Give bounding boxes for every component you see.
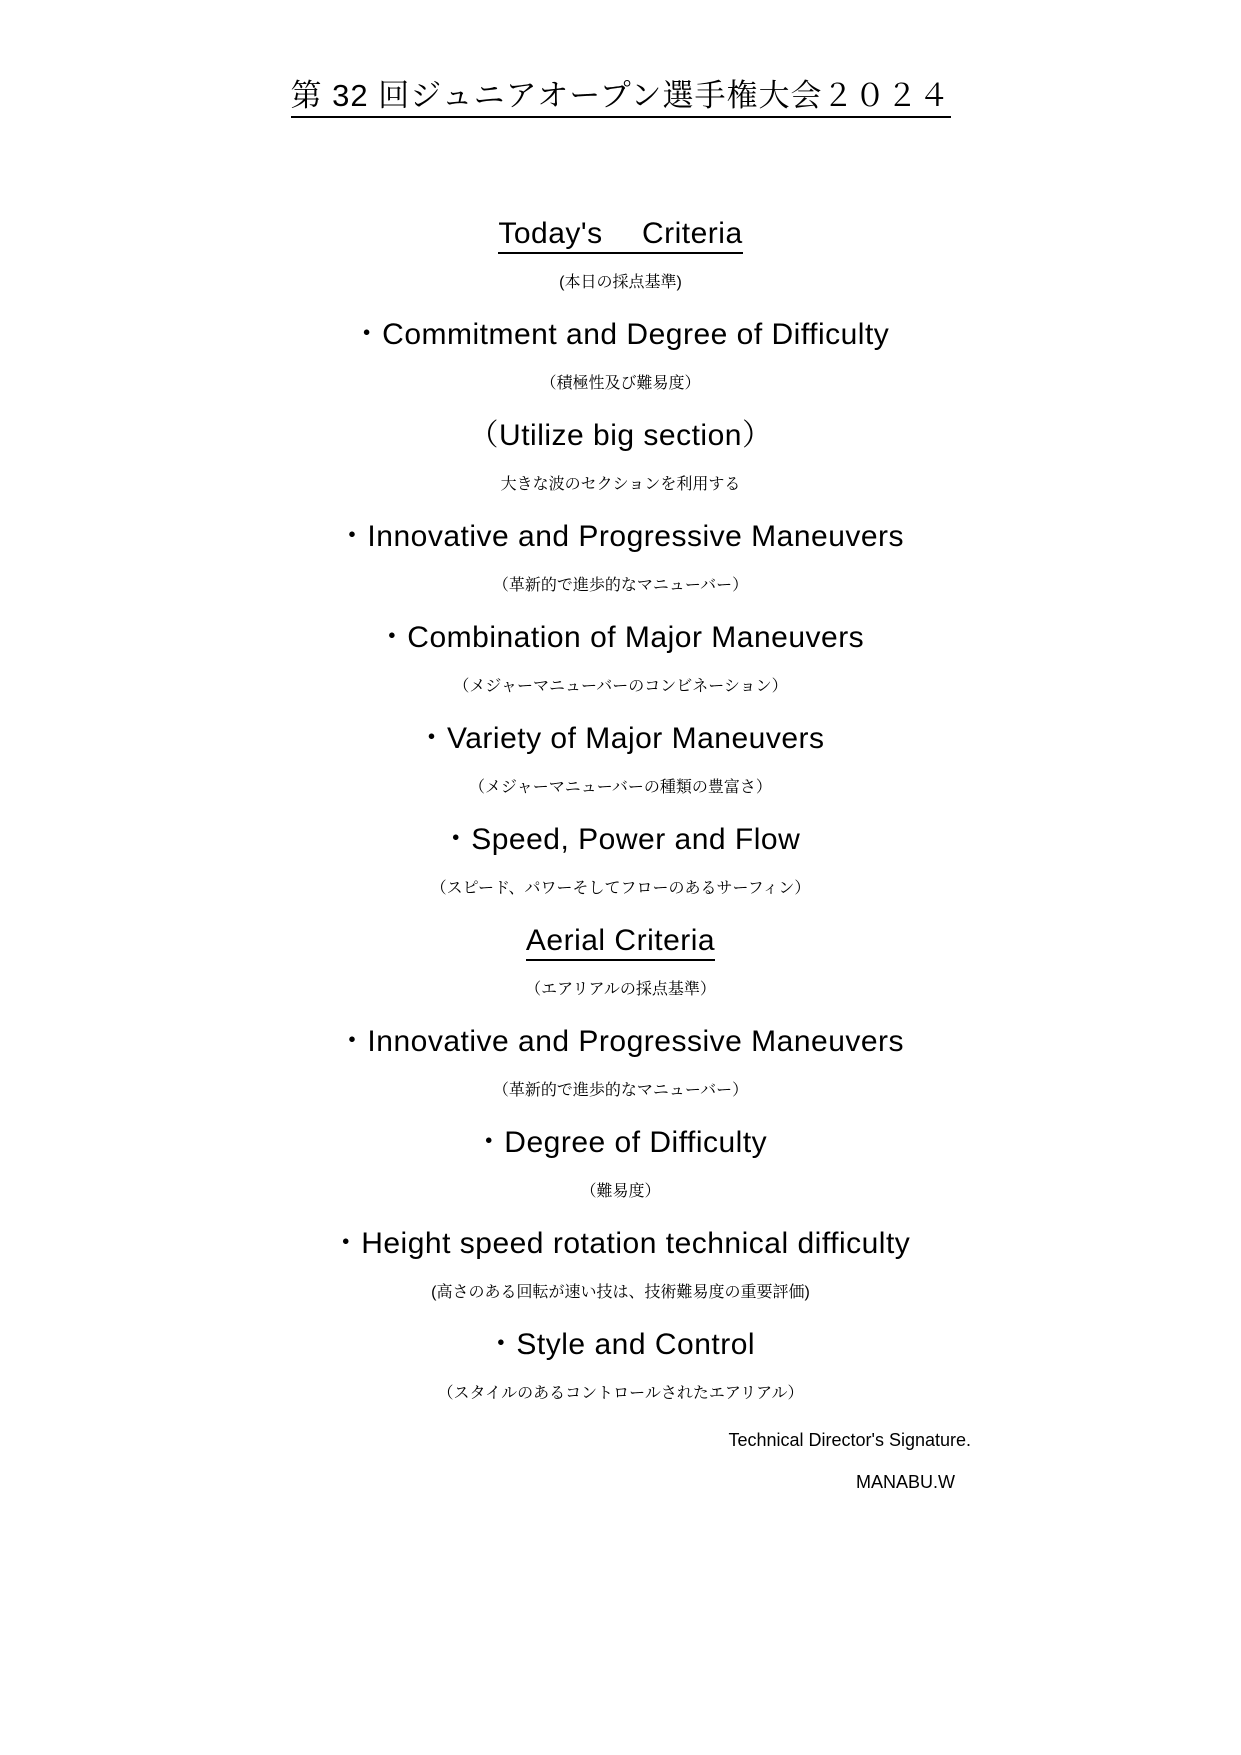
- criteria-heading: （Utilize big section）: [468, 419, 773, 452]
- criteria-subtitle-ja: （スピード、パワーそしてフローのあるサーフィン）: [430, 880, 811, 897]
- criteria-item-innovative-progressive: [0, 519, 1241, 597]
- criteria-heading-text: Aerial Criteria: [526, 924, 715, 961]
- criteria-subtitle-ja: （エアリアルの採点基準）: [525, 981, 716, 998]
- criteria-subtitle-ja: （メジャーマニューバーの種類の豊富さ）: [469, 779, 772, 796]
- criteria-heading: ・Variety of Major Maneuvers: [416, 722, 825, 755]
- signature-block: [0, 1428, 1241, 1494]
- document-title-text: 第 32 回ジュニアオープン選手権大会２０２４: [291, 78, 951, 118]
- criteria-heading: [0, 216, 1241, 252]
- criteria-subtitle-ja: （革新的で進歩的なマニューバー）: [492, 1082, 749, 1099]
- criteria-subtitle-ja: （難易度）: [580, 1183, 661, 1200]
- criteria-heading: ・Speed, Power and Flow: [440, 823, 801, 856]
- criteria-section-aerial: [0, 923, 1241, 1001]
- criteria-subtitle-ja: （スタイルのあるコントロールされたエアリアル）: [437, 1385, 804, 1402]
- criteria-item-speed-power-flow: [0, 822, 1241, 900]
- criteria-item-style-and-control: [0, 1327, 1241, 1405]
- criteria-heading: ・Innovative and Progressive Maneuvers: [336, 1025, 905, 1058]
- criteria-item-commitment: [0, 317, 1241, 395]
- criteria-heading: ・Innovative and Progressive Maneuvers: [336, 520, 905, 553]
- criteria-section-todays: [0, 216, 1241, 294]
- criteria-heading-text: Today's Criteria: [498, 217, 742, 254]
- criteria-heading: ・Height speed rotation technical difficulty: [330, 1227, 911, 1260]
- criteria-heading: ・Commitment and Degree of Difficulty: [351, 318, 890, 351]
- criteria-item-combination: [0, 620, 1241, 698]
- criteria-heading: ・Combination of Major Maneuvers: [376, 621, 865, 654]
- criteria-item-utilize-big-section: [0, 418, 1241, 496]
- criteria-subtitle-ja: （積極性及び難易度）: [540, 375, 701, 392]
- criteria-item-height-speed-rotation: [0, 1226, 1241, 1304]
- criteria-subtitle-ja: (本日の採点基準): [559, 274, 682, 291]
- criteria-subtitle-ja: (高さのある回転が速い技は、技術難易度の重要評価): [431, 1284, 810, 1301]
- criteria-item-degree-of-difficulty: [0, 1125, 1241, 1203]
- signature-name: MANABU.W: [856, 1472, 955, 1492]
- criteria-heading: ・Degree of Difficulty: [473, 1126, 768, 1159]
- criteria-subtitle-ja: （革新的で進歩的なマニューバー）: [492, 577, 749, 594]
- document-title: [0, 76, 1241, 116]
- criteria-subtitle-ja: （メジャーマニューバーのコンビネーション）: [453, 678, 788, 695]
- criteria-heading: ・Style and Control: [485, 1328, 756, 1361]
- criteria-item-variety: [0, 721, 1241, 799]
- signature-label: Technical Director's Signature.: [728, 1430, 971, 1450]
- criteria-heading: [0, 923, 1241, 959]
- criteria-subtitle-ja: 大きな波のセクションを利用する: [500, 476, 741, 493]
- criteria-item-aerial-innovative: [0, 1024, 1241, 1102]
